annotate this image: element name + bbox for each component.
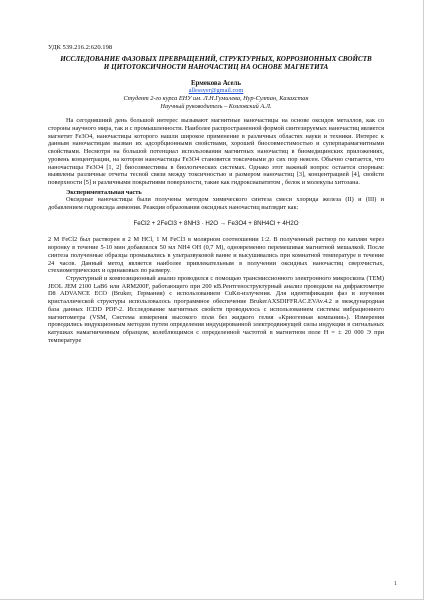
udk-code: УДК 539.216.2:620.198 [48,44,113,51]
reaction-formula: FeCl2 + 2FeCl3 + 8NH3 · H2O → Fe3O4 + 8NH4Cl + 4H2O [133,219,299,227]
synthesis-paragraph: Оксидные наночастицы были получены методом химического синтеза смеси хлорида железа (II) и (III) и добавлением гидроксида аммония. Реакция образования оксидных наночастиц выглядит как: [48,196,384,212]
author-email-link[interactable]: allessyer@gmail.com [188,87,244,95]
author-email-line [48,87,384,95]
scientific-advisor: Научный руководитель – Козловский А.Л. [160,102,272,110]
intro-paragraph: На сегодняшний день большой интерес вызывают магнитные наночастицы на основе оксидов металлов, как со стороны научного мира, так и с промышленности. Наиболее распространенной формой синтезируемых наночастиц является магнетит Fe3O4, наночастицы которого нашли широкое применение в различных областях науки и техники. Интерес к данным наночастицам вызван их адсорбционными свойствами, хорошей биосовместимостью и суперпарамагнитными свойствами. Несмотря на большой потенциал использования магнитных наночастиц в биомедицинских приложениях, уровень концентрации, на котором наночастицы Fe3O4 становятся токсичными до сих пор неясен. Обычно считается, что наночастицы Fe3O4 [1, 2] биосовместимы в биологических системах. Однако этот важный вопрос остается спорным: выявлены различные отчеты тесной связи между токсичностью и размером наночастиц [3], концентрацией [4], свойств поверхности [5] и различными покрытиями поверхности, такие как гидроксиапатитом , белок и молекулы хитозана. [48,117,384,186]
section-gap [48,110,384,117]
page-number: 1 [394,581,397,587]
procedure-paragraph: 2 M FeCl2 был растворен в 2 M HCl, 1 M FeCl3 в молярном соотношении 1:2. В полученный раствор по каплям через воронку в течение 5-10 мин добавлялся 50 мл NH4 OH (0,7 M), одновременно перемешивая магнитной мешалкой. После синтеза полученные образцы промывались в ультразвуковой ванне и высушивались при комнатной температуре в течение 24 часов. Данный метод является наиболее привлекательным в получении оксидных наночастиц сверхчистых, стехиометрических и одинаковых по размеру. [48,236,384,275]
author-affiliation: Студент 2-го курса ЕНУ им. Л.Н.Гумилева, Нур-Султан, Казахстан [123,94,309,102]
paper-title: ИССЛЕДОВАНИЕ ФАЗОВЫХ ПРЕВРАЩЕНИЙ, СТРУКТУРНЫХ, КОРРОЗИОННЫХ СВОЙСТВ И ЦИТОТОКСИЧНОСТИ НАНОЧАСТИЦ НА ОСНОВЕ МАГНЕТИТА [60,54,372,72]
experimental-heading: Экспериментальная часть [66,188,142,196]
author-name: Ермекова Асель [191,79,241,87]
page-content [48,44,384,344]
analysis-paragraph: Структурный и композиционный анализ проводился с помощью трансмиссионного электронного микроскопа (TEM) JEOL JEM 2100 LaB6 или ARM200F, работающего при 200 кВ.Рентгеноструктурный анализ проводили на дифрактометре D8 ADVANCE ECO (Bruker, Германия) с использованием CuKα-излучения. Для идентификации фаз и изучения кристаллической структуры использовалось программное обеспечение BrukerAXSDIFFRAC.EVAv.4.2 и международная база данных ICDD PDF-2. Исследование магнитных свойств проводилось с использованием системы вибрационного магнитометра (VSM, Система измерения высокого поля без жидкого гелия «Криогенная компания»). Измерения проводились индукционным методом путем определения индуцированной электродвижущей силы индукции в сигнальных катушках намагниченным образцом, колеблющимся с определенной частотой в магнитном поле H = ± 20 000 Э при температуре [48,274,384,344]
